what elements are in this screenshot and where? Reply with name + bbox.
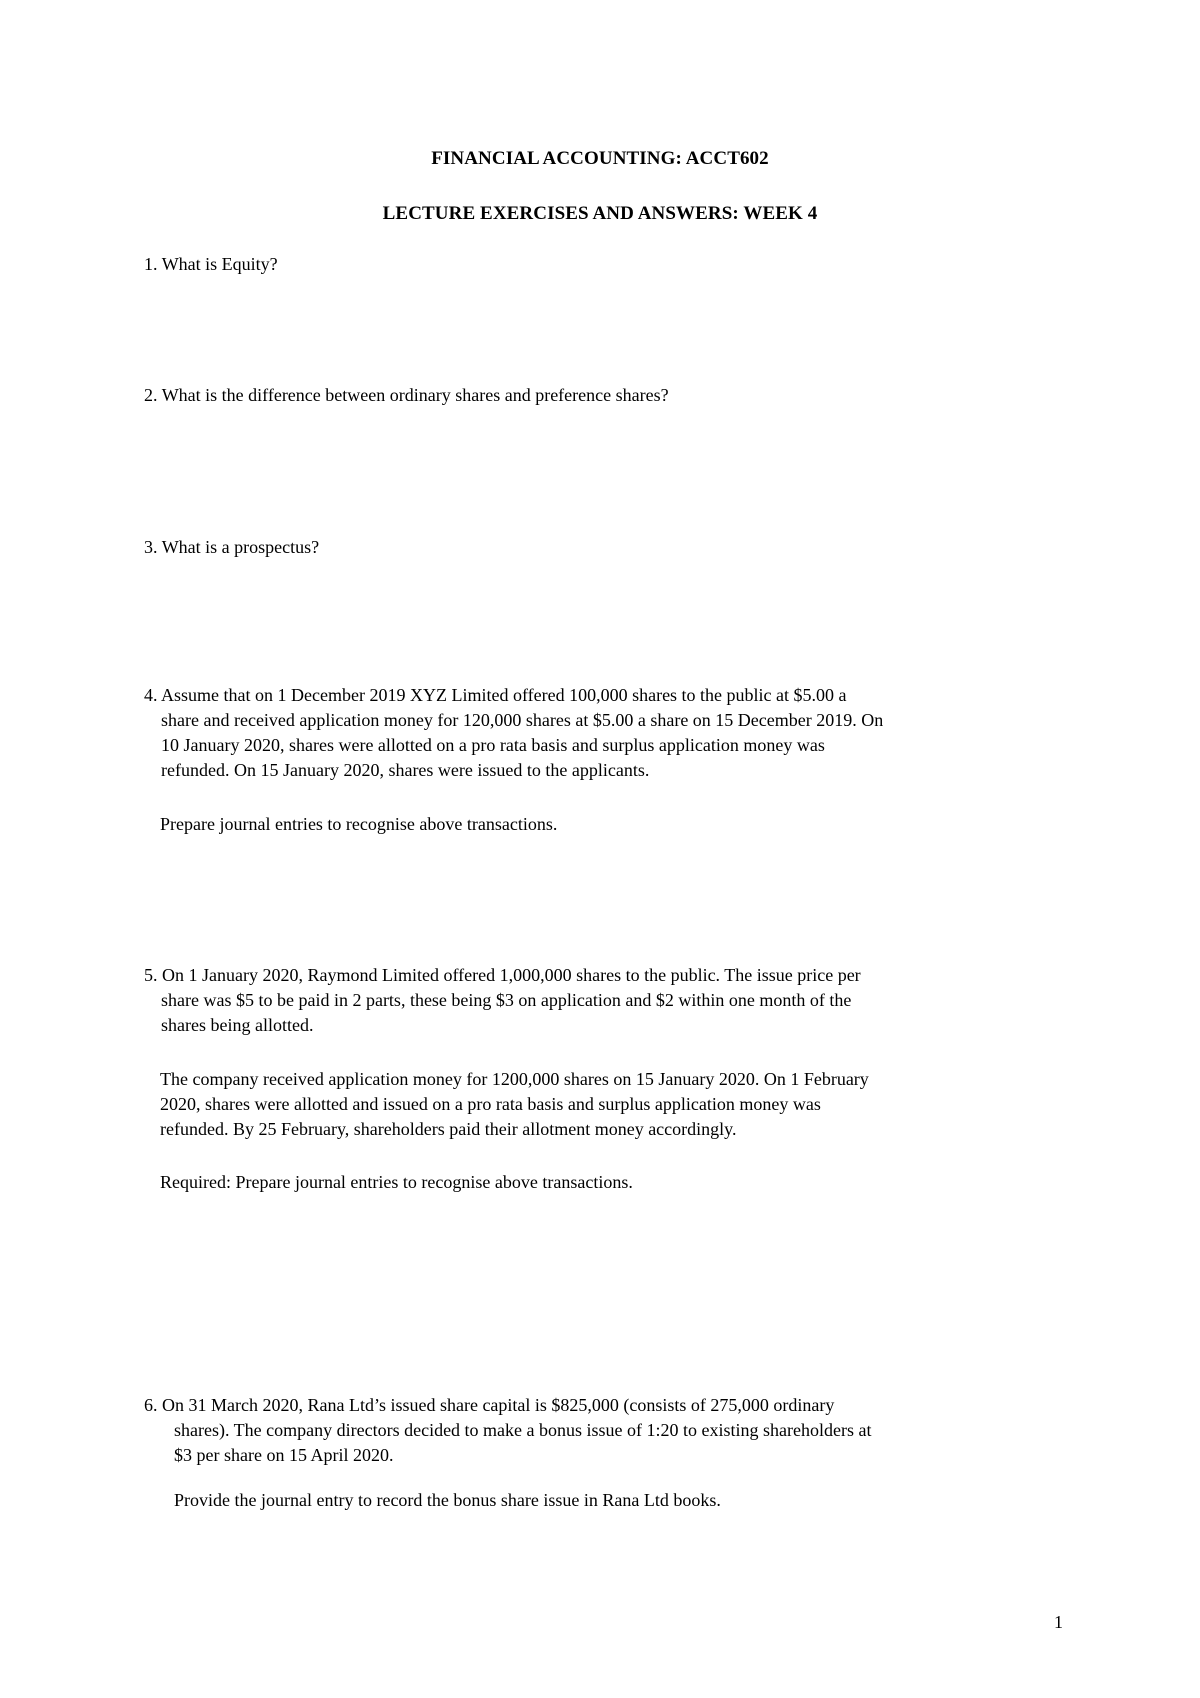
question-text: What is Equity? — [161, 254, 278, 274]
question-4 — [144, 683, 1064, 783]
question-number: 4. — [144, 685, 158, 705]
question-4-instruction: Prepare journal entries to recognise above transactions. — [160, 814, 558, 834]
question-4-line-2: share and received application money for 120,000 shares at $5.00 a share on 15 December 2019. On — [161, 710, 884, 730]
question-number: 6. — [144, 1395, 158, 1415]
question-5-paragraph — [160, 1067, 1060, 1142]
question-2 — [144, 383, 1064, 408]
question-5 — [144, 963, 1064, 1038]
question-1-line — [144, 252, 1064, 277]
question-4-line-3: 10 January 2020, shares were allotted on a pro rata basis and surplus application money was — [161, 735, 825, 755]
question-number: 2. — [144, 385, 158, 405]
question-5-paragraph-line-2: 2020, shares were allotted and issued on a pro rata basis and surplus application money was — [160, 1094, 821, 1114]
question-text: On 1 January 2020, Raymond Limited offered 1,000,000 shares to the public. The issue price per — [162, 965, 861, 985]
page-number: 1 — [1054, 1612, 1063, 1632]
question-6-line-2: shares). The company directors decided to make a bonus issue of 1:20 to existing shareholders at — [174, 1420, 872, 1440]
question-5-line-2: share was $5 to be paid in 2 parts, these being $3 on application and $2 within one month of the — [161, 990, 852, 1010]
question-5-instruction: Required: Prepare journal entries to recognise above transactions. — [160, 1172, 633, 1192]
question-4-line-4: refunded. On 15 January 2020, shares were issued to the applicants. — [161, 760, 650, 780]
question-2-line — [144, 383, 1064, 408]
page-subtitle: LECTURE EXERCISES AND ANSWERS: WEEK 4 — [382, 203, 818, 224]
question-5-paragraph-line-1: The company received application money for 1200,000 shares on 15 January 2020. On 1 February — [160, 1069, 869, 1089]
question-number: 1. — [144, 254, 158, 274]
question-5-paragraph-line-3: refunded. By 25 February, shareholders paid their allotment money accordingly. — [160, 1119, 737, 1139]
question-6-line-1 — [144, 1393, 1064, 1418]
question-1 — [144, 252, 1064, 277]
question-number: 3. — [144, 537, 158, 557]
question-text: What is a prospectus? — [161, 537, 320, 557]
question-3-line — [144, 535, 1064, 560]
question-text: Assume that on 1 December 2019 XYZ Limited offered 100,000 shares to the public at $5.00 a — [161, 685, 847, 705]
question-number: 5. — [144, 965, 158, 985]
question-6-instruction: Provide the journal entry to record the bonus share issue in Rana Ltd books. — [174, 1490, 721, 1510]
course-title: FINANCIAL ACCOUNTING: ACCT602 — [431, 148, 769, 169]
question-text: What is the difference between ordinary shares and preference shares? — [161, 385, 669, 405]
question-5-line-3: shares being allotted. — [161, 1015, 314, 1035]
question-3 — [144, 535, 1064, 560]
question-text: On 31 March 2020, Rana Ltd’s issued share capital is $825,000 (consists of 275,000 ordinary — [162, 1395, 835, 1415]
question-6-line-3: $3 per share on 15 April 2020. — [174, 1445, 394, 1465]
question-5-line-1 — [144, 963, 1064, 988]
question-4-line-1 — [144, 683, 1064, 708]
question-6 — [144, 1393, 1064, 1468]
